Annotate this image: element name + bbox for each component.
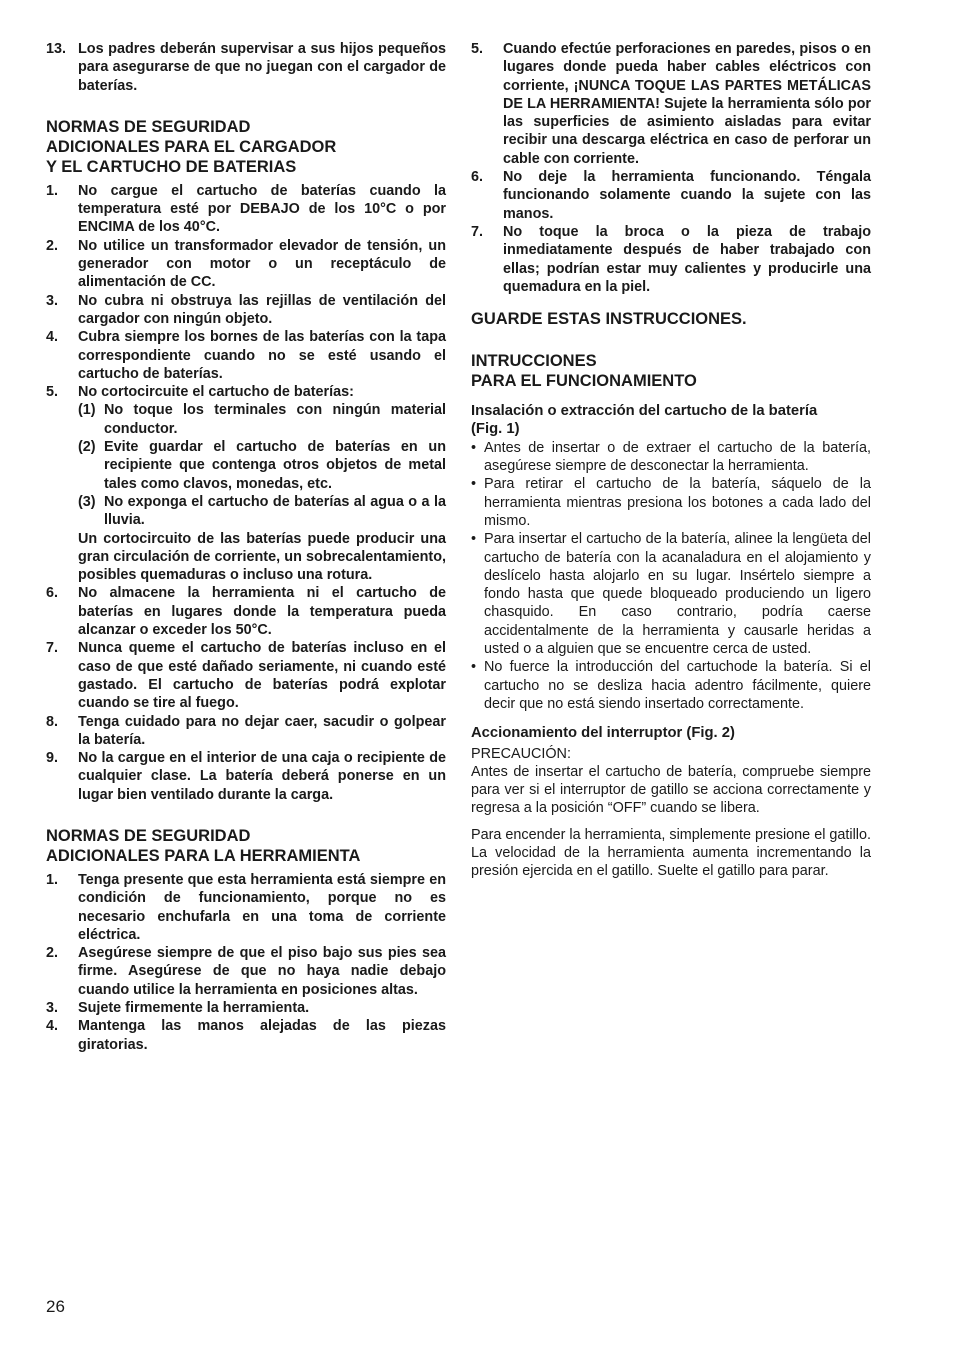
item-number: 2.	[46, 237, 59, 254]
operating-instructions-heading	[471, 351, 871, 391]
tool-safety-list-continued	[471, 40, 871, 296]
bullet-item	[471, 475, 871, 530]
heading-line: PARA EL FUNCIONAMIENTO	[471, 372, 697, 391]
item-number: 4.	[46, 329, 59, 346]
item-number: 5.	[471, 41, 484, 57]
item-number: 5.	[46, 384, 59, 401]
switch-text: Para encender la herramienta, simplemente presione el gatillo. La velocidad de la herramienta aumenta incrementando la presión ejercida en el gatillo. Suelte el gatillo para parar.	[471, 826, 871, 880]
item-text: Tenga cuidado para no dejar caer, sacudir o golpear la batería.	[78, 713, 446, 748]
list-item	[471, 223, 871, 296]
list-item	[471, 40, 871, 168]
item-text: Sujete firmemente la herramienta.	[78, 1000, 310, 1017]
left-column	[46, 40, 446, 1054]
item-text: Tenga presente que esta herramienta está siempre en condición de funcionamiento, porque no es necesario enchufarla en una toma de corriente eléctrica.	[78, 871, 446, 943]
tool-safety-list	[46, 871, 446, 1054]
list-item	[46, 871, 446, 944]
list-item	[471, 168, 871, 223]
sub-item-text: Evite guardar el cartucho de baterías en un recipiente que contenga otros objetos de metal tales como clavos, monedas, etc.	[104, 439, 446, 492]
heading-line: ADICIONALES PARA EL CARGADOR	[46, 137, 337, 156]
switch-action-subheading: Accionamiento del interruptor (Fig. 2)	[471, 725, 735, 742]
list-item	[46, 182, 446, 237]
bullet-item	[471, 530, 871, 658]
item-text: Cuando efectúe perforaciones en paredes, pisos o en lugares donde pueda haber cables eléctricos con corriente, ¡NUNCA TOQUE LAS PARTES METÁLICAS DE LA HERRAMIENTA! Sujete la herramienta sólo por las superficies de asimiento aisladas para evitar recibir una descarga eléctrica en caso de perforar un cable con corriente.	[503, 41, 871, 167]
list-item	[46, 944, 446, 999]
battery-bullet-list	[471, 439, 871, 713]
item-number: 9.	[46, 750, 59, 767]
list-item	[46, 639, 446, 712]
bullet-text: No fuerce la introducción del cartuchode la batería. Si el cartucho no se desliza hacia adentro fácilmente, quiere decir que no está siendo insertado correctamente.	[484, 659, 871, 712]
heading-line: Y EL CARTUCHO DE BATERIAS	[46, 157, 297, 176]
item-number: 7.	[46, 640, 59, 657]
item-number: 3.	[46, 292, 59, 309]
caution-label: PRECAUCIÓN:	[471, 745, 571, 762]
item-number: 8.	[46, 713, 59, 730]
caution-text: Antes de insertar el cartucho de batería, compruebe siempre para ver si el interruptor de gatillo se acciona correctamente y regresa a la posición “OFF” cuando se libera.	[471, 763, 871, 817]
item-text: Mantenga las manos alejadas de las piezas giratorias.	[78, 1018, 446, 1053]
heading-line: INTRUCCIONES	[471, 352, 597, 371]
item-number: 1.	[46, 182, 59, 199]
tool-safety-heading	[46, 826, 446, 866]
short-circuit-note: Un cortocircuito de las baterías puede producir una gran circulación de corriente, un sobrecalentamiento, posibles quemaduras o incluso una rotura.	[78, 530, 446, 584]
item-text: No toque la broca o la pieza de trabajo inmediatamente después de haber trabajado con ellas; podrían estar muy calientes y producirle una quemadura en la piel.	[503, 223, 871, 295]
item-text: No almacene la herramienta ni el cartucho de baterías en lugares donde la temperatura pueda alcanzar o exceder los 50°C.	[78, 585, 446, 639]
list-item	[46, 292, 446, 329]
item-number: 2.	[46, 945, 59, 962]
list-item	[46, 999, 446, 1017]
item-text: Cubra siempre los bornes de las baterías con la tapa correspondiente cuando no se esté usando el cartucho de baterías.	[78, 329, 446, 382]
item-number: 7.	[471, 223, 484, 240]
charger-safety-list	[46, 182, 446, 804]
item-number: 6.	[471, 169, 484, 186]
list-item	[46, 40, 446, 95]
bullet-marker: •	[471, 476, 477, 493]
list-item	[46, 328, 446, 383]
bullet-text: Para insertar el cartucho de la batería, alinee la lengüeta del cartucho de batería con la acanaladura en el alojamiento y deslícelo hasta alojarlo en su lugar. Insértelo siempre a fondo hasta que quede bloqueado produciendo un ligero chasquido. En caso contrario, podría caerse accidentalmente de la herramienta y causarle heridas a usted o a alguien que se encuentre cerca de usted.	[484, 531, 871, 658]
right-column	[471, 40, 871, 881]
sub-item-text: No toque los terminales con ningún material conductor.	[104, 402, 446, 437]
sub-item-number: (2)	[78, 439, 96, 456]
item-number: 3.	[46, 1000, 59, 1017]
item-text: No cargue el cartucho de baterías cuando la temperatura esté por DEBAJO de los 10°C o por ENCIMA de los 40°C.	[78, 182, 446, 236]
item-text: No cortocircuite el cartucho de baterías:	[78, 384, 354, 401]
sub-item	[78, 438, 446, 493]
item-text: Los padres deberán supervisar a sus hijos pequeños para asegurarse de que no juegan con el cargador de baterías.	[78, 41, 446, 94]
sub-item-number: (3)	[78, 493, 96, 510]
heading-line: ADICIONALES PARA LA HERRAMIENTA	[46, 846, 361, 865]
bullet-marker: •	[471, 439, 477, 456]
item-number: 13.	[46, 41, 67, 57]
list-item	[46, 237, 446, 292]
subheading-line: Insalación o extracción del cartucho de la batería	[471, 403, 818, 420]
list-item	[46, 749, 446, 804]
sub-item-number: (1)	[78, 402, 96, 419]
item-text: No deje la herramienta funcionando. Téngala funcionando solamente cuando la sujete con las manos.	[503, 169, 871, 222]
bullet-marker: •	[471, 531, 477, 548]
list-item	[46, 584, 446, 639]
item-number: 1.	[46, 871, 59, 888]
sub-item	[78, 493, 446, 530]
bullet-marker: •	[471, 659, 477, 676]
item-text: Nunca queme el cartucho de baterías incluso en el caso de que esté dañado seriamente, ni cuando esté gastado. El cartucho de baterías podrá explotar cuando se tire al fuego.	[78, 640, 446, 712]
bullet-text: Antes de insertar o de extraer el cartucho de la batería, asegúrese siempre de desconectar la herramienta.	[484, 439, 871, 475]
page-number: 26	[46, 1297, 65, 1316]
battery-install-subheading	[471, 402, 871, 439]
save-instructions-heading: GUARDE ESTAS INSTRUCCIONES.	[471, 310, 747, 329]
charger-safety-heading	[46, 117, 446, 177]
bullet-text: Para retirar el cartucho de la batería, sáquelo de la herramienta mientras presiona los botones a cada lado del mismo.	[484, 476, 871, 529]
bullet-item	[471, 658, 871, 713]
item-text: No utilice un transformador elevador de tensión, un generador con motor o un receptáculo de alimentación de CC.	[78, 237, 446, 291]
heading-line: NORMAS DE SEGURIDAD	[46, 117, 251, 136]
bullet-item	[471, 439, 871, 476]
list-item	[46, 1017, 446, 1054]
sub-item-text: No exponga el cartucho de baterías al agua o a la lluvia.	[104, 493, 446, 529]
item-text: Asegúrese siempre de que el piso bajo sus pies sea firme. Asegúrese de que no haya nadie debajo cuando utilice la herramienta en posiciones altas.	[78, 945, 446, 998]
subheading-line: (Fig. 1)	[471, 421, 520, 438]
list-item	[46, 713, 446, 750]
item-text: No la cargue en el interior de una caja o recipiente de cualquier clase. La batería deberá ponerse en un lugar bien ventilado durante la carga.	[78, 750, 446, 803]
sub-item	[78, 401, 446, 438]
item-number: 6.	[46, 585, 59, 602]
item-number: 4.	[46, 1018, 59, 1035]
list-item	[46, 383, 446, 401]
item-text: No cubra ni obstruya las rejillas de ventilación del cargador con ningún objeto.	[78, 292, 446, 327]
heading-line: NORMAS DE SEGURIDAD	[46, 826, 251, 845]
